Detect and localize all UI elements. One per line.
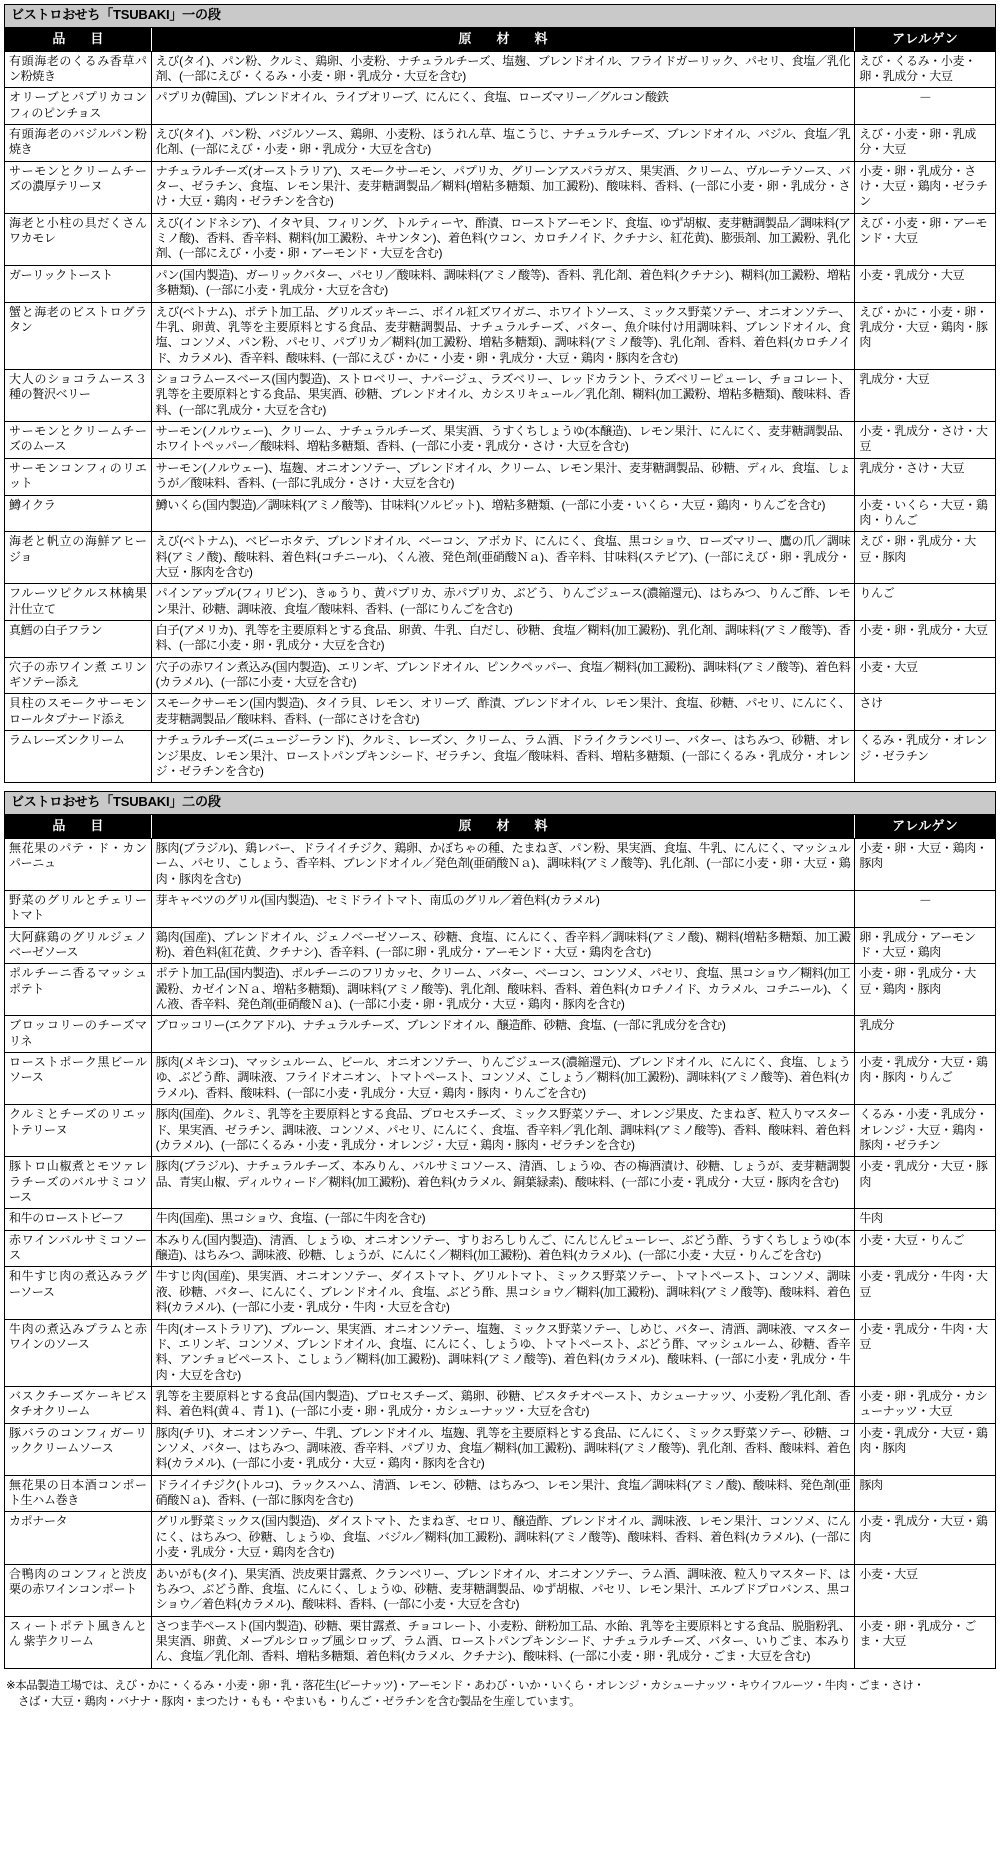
section-gap <box>4 783 996 791</box>
cell-allergen: 卵・乳成分・アーモンド・大豆・鶏肉 <box>855 927 995 964</box>
table-row <box>5 927 995 964</box>
table-row <box>5 964 995 1016</box>
ingredient-table-2 <box>5 815 995 1668</box>
table-row <box>5 265 995 302</box>
cell-ingredients: ドライイチジク(トルコ)、ラックスハム、清酒、レモン、砂糖、はちみつ、レモン果汁、食塩／調味料(アミノ酸)、酸味料、発色剤(亜硝酸Ｎａ)、香料、(一部に豚肉を含む) <box>151 1475 855 1512</box>
cell-ingredients: えび(ベトナム)、ポテト加工品、グリルズッキーニ、ボイル紅ズワイガニ、ホワイトソース、ミックス野菜ソテー、オニオンソテー、牛乳、卵黄、乳等を主要原料とする食品、麦芽糖調製品、ナチュラルチーズ、バター、魚介味付け用調味料、ブレンドオイル、食塩、コンソメ、パン粉、パセリ、パプリカ／糊料(加工澱粉、増粘多糖類)、調味料(アミノ酸等)、乳化剤、香料、着色料(カロチノイド、カラメル)、香辛料、酸味料、(一部にえび・かに・小麦・卵・乳成分・大豆・鶏肉・豚肉を含む) <box>151 302 855 369</box>
section-title-2: ビストロおせち「TSUBAKI」二の段 <box>5 792 995 815</box>
table-row <box>5 1016 995 1053</box>
cell-ingredients: サーモン(ノルウェー)、クリーム、ナチュラルチーズ、果実酒、うすくちしょうゆ(本醸造)、レモン果汁、にんにく、麦芽糖調製品、ホワイトペッパー／酸味料、増粘多糖類、香料、(一部に小麦・乳成分・さけ・大豆を含む) <box>151 422 855 459</box>
cell-item-name: バスクチーズケーキピスタチオクリーム <box>5 1386 151 1423</box>
table-row <box>5 88 995 125</box>
cell-ingredients: 本みりん(国内製造)、清酒、しょうゆ、オニオンソテー、すりおろしりんご、にんじんピューレー、ぶどう酢、うすくちしょうゆ(本醸造)、はちみつ、調味液、砂糖、しょうが、にんにく／糊料(加工澱粉)、着色料(カラメル)、(一部に小麦・大豆・りんごを含む) <box>151 1230 855 1267</box>
cell-ingredients: 豚肉(ブラジル)、鶏レバー、ドライイチジク、鶏卵、かぼちゃの種、たまねぎ、パン粉、果実酒、食塩、牛乳、にんにく、マッシュルーム、パセリ、こしょう、香辛料、ブレンドオイル／発色剤(亜硝酸Ｎａ)、調味料(アミノ酸等)、乳化剤、(一部に小麦・卵・大豆・鶏肉・豚肉を含む) <box>151 838 855 890</box>
cell-ingredients: さつま芋ペースト(国内製造)、砂糖、栗甘露煮、チョコレート、小麦粉、餅粉加工品、水飴、乳等を主要原料とする食品、脱脂粉乳、果実酒、卵黄、メープルシロップ風シロップ、ラム酒、ローストパンプキンシード、ナチュラルチーズ、バター、いりごま、本みりん、食塩／乳化剤、香料、増粘多糖類、着色料(カラメル、クチナシ)、酸味料、(一部に小麦・卵・乳成分・ごま・大豆を含む) <box>151 1616 855 1668</box>
cell-ingredients: パン(国内製造)、ガーリックバター、パセリ／酸味料、調味料(アミノ酸等)、香料、乳化剤、着色料(クチナシ)、糊料(加工澱粉、増粘多糖類)、(一部に小麦・乳成分・大豆を含む) <box>151 265 855 302</box>
cell-item-name: スィートポテト風きんとん 紫芋クリーム <box>5 1616 151 1668</box>
table-row <box>5 1267 995 1319</box>
cell-allergen: 小麦・卵・乳成分・ごま・大豆 <box>855 1616 995 1668</box>
manufacturing-facility-notice <box>4 1669 996 1715</box>
cell-ingredients: ショコラムースベース(国内製造)、ストロベリー、ナパージュ、ラズベリー、レッドカラント、ラズベリーピューレ、チョコレート、乳等を主要原料とする食品、果実酒、砂糖、ブレンドオイル、カシスリキュール／乳化剤、糊料(加工澱粉、増粘多糖類)、酸味料、香料、(一部に乳成分・大豆を含む) <box>151 370 855 422</box>
cell-allergen: 小麦・卵・乳成分・大豆 <box>855 621 995 658</box>
cell-item-name: サーモンとクリームチーズのムース <box>5 422 151 459</box>
cell-ingredients: グリル野菜ミックス(国内製造)、ダイストマト、たまねぎ、セロリ、醸造酢、ブレンドオイル、調味液、レモン果汁、コンソメ、にんにく、はちみつ、砂糖、しょうゆ、食塩、バジル／糊料(加工澱粉)、調味料(アミノ酸等)、酸味料、香料、着色料(カラメル)、(一部に小麦・乳成分・大豆・鶏肉を含む) <box>151 1512 855 1564</box>
table-row <box>5 1475 995 1512</box>
cell-allergen: 小麦・卵・乳成分・大豆・鶏肉・豚肉 <box>855 964 995 1016</box>
cell-item-name: ガーリックトースト <box>5 265 151 302</box>
cell-ingredients: えび(インドネシア)、イタヤ貝、フィリング、トルティーヤ、酢漬、ローストアーモンド、食塩、ゆず胡椒、麦芽糖調製品／調味料(アミノ酸)、香料、香辛料、糊料(加工澱粉、キサンタン)、着色料(ウコン、カロチノイド、クチナシ、紅花黄)、膨張剤、加工澱粉、乳化剤、(一部にえび・小麦・卵・アーモンド・大豆を含む) <box>151 213 855 265</box>
cell-item-name: フルーツピクルス林檎果汁仕立て <box>5 584 151 621</box>
cell-ingredients: 白子(アメリカ)、乳等を主要原料とする食品、卵黄、牛乳、白だし、砂糖、食塩／糊料(加工澱粉)、乳化剤、調味料(アミノ酸等)、香料、(一部に小麦・卵・乳成分・大豆を含む) <box>151 621 855 658</box>
cell-ingredients: 牛肉(オーストラリア)、プルーン、果実酒、オニオンソテー、塩麹、ミックス野菜ソテー、しめじ、バター、清酒、調味液、マスタード、エリンギ、コンソメ、ブレンドオイル、食塩、にんにく、しょうゆ、トマトペースト、ぶどう酢、マッシュルーム、砂糖、香辛料、アンチョビペースト、こしょう／糊料(加工澱粉)、調味料(アミノ酸等)、着色料(カラメル)、酸味料、(一部に小麦・乳成分・牛肉・大豆を含む) <box>151 1319 855 1386</box>
footnote-line-2: さば・大豆・鶏肉・バナナ・豚肉・まつたけ・もも・やまいも・りんご・ゼラチンを含む製品を生産しています。 <box>18 1696 581 1709</box>
cell-allergen: 豚肉 <box>855 1475 995 1512</box>
cell-ingredients: ポテト加工品(国内製造)、ポルチーニのフリカッセ、クリーム、バター、ベーコン、コンソメ、パセリ、食塩、黒コショウ／糊料(加工澱粉、カゼインＮａ、増粘多糖類)、調味料(アミノ酸等)、乳化剤、酸味料、香料、着色料(カロチノイド、カラメル、コチニール)、くん液、香辛料、発色剤(亜硝酸Ｎａ)、(一部に小麦・卵・乳成分・大豆・鶏肉・豚肉を含む) <box>151 964 855 1016</box>
table-row <box>5 694 995 731</box>
table-row <box>5 890 995 927</box>
table-row <box>5 838 995 890</box>
cell-item-name: カポナータ <box>5 1512 151 1564</box>
cell-item-name: サーモンとクリームチーズの濃厚テリーヌ <box>5 161 151 213</box>
table-row <box>5 124 995 161</box>
table-row <box>5 584 995 621</box>
cell-item-name: 真鱈の白子フラン <box>5 621 151 658</box>
cell-ingredients: ナチュラルチーズ(ニュージーランド)、クルミ、レーズン、クリーム、ラム酒、ドライクランベリー、バター、はちみつ、砂糖、オレンジ果皮、レモン果汁、ローストパンプキンシード、ゼラチン、食塩／酸味料、香料、増粘多糖類、(一部にくるみ・乳成分・オレンジ・ゼラチンを含む) <box>151 731 855 783</box>
table-row <box>5 731 995 783</box>
cell-allergen: りんご <box>855 584 995 621</box>
column-header-allergen: アレルゲン <box>855 815 995 838</box>
table-row <box>5 1209 995 1230</box>
table-body-1 <box>5 51 995 783</box>
table-row <box>5 657 995 694</box>
cell-item-name: 穴子の赤ワイン煮 エリンギソテー添え <box>5 657 151 694</box>
cell-ingredients: えび(タイ)、パン粉、クルミ、鶏卵、小麦粉、ナチュラルチーズ、塩麹、ブレンドオイル、フライドガーリック、パセリ、食塩／乳化剤、(一部にえび・くるみ・小麦・卵・乳成分・大豆を含む) <box>151 51 855 88</box>
cell-allergen: さけ <box>855 694 995 731</box>
table-row <box>5 621 995 658</box>
table-row <box>5 1386 995 1423</box>
cell-ingredients: えび(タイ)、パン粉、バジルソース、鶏卵、小麦粉、ほうれん草、塩こうじ、ナチュラルチーズ、ブレンドオイル、バジル、食塩／乳化剤、(一部にえび・小麦・卵・乳成分・大豆を含む) <box>151 124 855 161</box>
cell-item-name: 赤ワインバルサミコソース <box>5 1230 151 1267</box>
cell-ingredients: 豚肉(ブラジル)、ナチュラルチーズ、本みりん、バルサミコソース、清酒、しょうゆ、杏の梅酒漬け、砂糖、しょうが、麦芽糖調製品、青実山椒、ディルウィード／糊料(加工澱粉)、着色料(カラメル、銅葉緑素)、酸味料、(一部に小麦・乳成分・大豆・豚肉を含む) <box>151 1157 855 1209</box>
cell-ingredients: 乳等を主要原料とする食品(国内製造)、プロセスチーズ、鶏卵、砂糖、ピスタチオペースト、カシューナッツ、小麦粉／乳化剤、香料、着色料(黄４、青１)、(一部に小麦・卵・乳成分・カシューナッツ・大豆を含む) <box>151 1386 855 1423</box>
cell-allergen: － <box>855 890 995 927</box>
table-row <box>5 532 995 584</box>
column-header-ingredients: 原 材 料 <box>151 28 855 51</box>
table-row <box>5 1053 995 1105</box>
cell-ingredients: 豚肉(国産)、クルミ、乳等を主要原料とする食品、プロセスチーズ、ミックス野菜ソテー、オレンジ果皮、たまねぎ、粒入りマスタード、果実酒、ゼラチン、調味液、コンソメ、パセリ、にんにく、食塩、香辛料／乳化剤、調味料(アミノ酸等)、香料、酸味料、着色料(カラメル)、(一部にくるみ・小麦・乳成分・オレンジ・大豆・鶏肉・豚肉・ゼラチンを含む) <box>151 1105 855 1157</box>
cell-allergen: 小麦・乳成分・大豆 <box>855 265 995 302</box>
cell-item-name: 大人のショコラムース３種の贅沢ベリー <box>5 370 151 422</box>
column-header-item: 品 目 <box>5 815 151 838</box>
cell-item-name: 和牛のローストビーフ <box>5 1209 151 1230</box>
cell-item-name: オリーブとパプリカコンフィのピンチョス <box>5 88 151 125</box>
cell-allergen: 小麦・いくら・大豆・鶏肉・りんご <box>855 495 995 532</box>
cell-allergen: くるみ・乳成分・オレンジ・ゼラチン <box>855 731 995 783</box>
table-row <box>5 213 995 265</box>
table-row <box>5 370 995 422</box>
cell-ingredients: 芽キャベツのグリル(国内製造)、セミドライトマト、南瓜のグリル／着色料(カラメル) <box>151 890 855 927</box>
cell-item-name: ラムレーズンクリーム <box>5 731 151 783</box>
table-row <box>5 302 995 369</box>
cell-item-name: 有頭海老のバジルパン粉焼き <box>5 124 151 161</box>
table-row <box>5 1564 995 1616</box>
column-header-allergen: アレルゲン <box>855 28 995 51</box>
cell-item-name: ローストポーク黒ビールソース <box>5 1053 151 1105</box>
cell-allergen: 小麦・乳成分・大豆・豚肉 <box>855 1157 995 1209</box>
cell-allergen: － <box>855 88 995 125</box>
table-row <box>5 1105 995 1157</box>
column-header-item: 品 目 <box>5 28 151 51</box>
cell-allergen: えび・くるみ・小麦・卵・乳成分・大豆 <box>855 51 995 88</box>
cell-item-name: 鱒イクラ <box>5 495 151 532</box>
cell-item-name: 牛肉の煮込みプラムと赤ワインのソース <box>5 1319 151 1386</box>
column-header-ingredients: 原 材 料 <box>151 815 855 838</box>
cell-item-name: 和牛すじ肉の煮込みラグーソース <box>5 1267 151 1319</box>
table-row <box>5 51 995 88</box>
cell-ingredients: 豚肉(メキシコ)、マッシュルーム、ビール、オニオンソテー、りんごジュース(濃縮還元)、ブレンドオイル、にんにく、食塩、しょうゆ、ぶどう酢、調味液、フライドオニオン、トマトペースト、コンソメ、こしょう／糊料(加工澱粉)、調味料(アミノ酸等)、着色料(カラメル)、香料、酸味料、(一部に小麦・乳成分・大豆・鶏肉・豚肉・りんごを含む) <box>151 1053 855 1105</box>
cell-item-name: 野菜のグリルとチェリートマト <box>5 890 151 927</box>
cell-allergen: えび・卵・乳成分・大豆・豚肉 <box>855 532 995 584</box>
cell-ingredients: パプリカ(韓国)、ブレンドオイル、ライプオリーブ、にんにく、食塩、ローズマリー／グルコン酸鉄 <box>151 88 855 125</box>
ingredient-table-1 <box>5 28 995 783</box>
cell-allergen: 小麦・大豆 <box>855 1564 995 1616</box>
cell-allergen: 小麦・乳成分・牛肉・大豆 <box>855 1319 995 1386</box>
cell-allergen: 小麦・大豆・りんご <box>855 1230 995 1267</box>
cell-allergen: 乳成分 <box>855 1016 995 1053</box>
cell-item-name: 無花果のパテ・ド・カンパーニュ <box>5 838 151 890</box>
table-header-row <box>5 28 995 51</box>
cell-allergen: 小麦・乳成分・大豆・鶏肉・豚肉 <box>855 1423 995 1475</box>
cell-ingredients: えび(ベトナム)、ベビーホタテ、ブレンドオイル、ベーコン、アボカド、にんにく、食塩、黒コショウ、ローズマリー、鷹の爪／調味料(アミノ酸)、酸味料、着色料(コチニール)、くん液、発色剤(亜硝酸Ｎａ)、香辛料、甘味料(ステビア)、(一部にえび・卵・乳成分・大豆・豚肉を含む) <box>151 532 855 584</box>
cell-allergen: 小麦・卵・乳成分・カシューナッツ・大豆 <box>855 1386 995 1423</box>
cell-allergen: えび・かに・小麦・卵・乳成分・大豆・鶏肉・豚肉 <box>855 302 995 369</box>
cell-allergen: 乳成分・大豆 <box>855 370 995 422</box>
cell-allergen: 小麦・乳成分・大豆・鶏肉 <box>855 1512 995 1564</box>
cell-item-name: 有頭海老のくるみ香草パン粉焼き <box>5 51 151 88</box>
cell-item-name: 無花果の日本酒コンポート生ハム巻き <box>5 1475 151 1512</box>
cell-item-name: 豚トロ山椒煮とモツァレラチーズのバルサミコソース <box>5 1157 151 1209</box>
cell-allergen: えび・小麦・卵・乳成分・大豆 <box>855 124 995 161</box>
footnote-line-1: ※本品製造工場では、えび・かに・くるみ・小麦・卵・乳・落花生(ピーナッツ)・アーモンド・あわび・いか・いくら・オレンジ・カシューナッツ・キウイフルーツ・牛肉・ごま・さけ・ <box>6 1679 925 1692</box>
cell-allergen: 小麦・乳成分・さけ・大豆 <box>855 422 995 459</box>
table-row <box>5 1616 995 1668</box>
cell-item-name: サーモンコンフィのリエット <box>5 458 151 495</box>
cell-allergen: 小麦・乳成分・大豆・鶏肉・豚肉・りんご <box>855 1053 995 1105</box>
cell-ingredients: ナチュラルチーズ(オーストラリア)、スモークサーモン、パプリカ、グリーンアスパラガス、果実酒、クリーム、ヴルーテソース、バター、ゼラチン、食塩、レモン果汁、麦芽糖調製品／糊料(増粘多糖類、加工澱粉)、酸味料、香料、(一部に小麦・卵・乳成分・さけ・大豆・鶏肉・ゼラチンを含む) <box>151 161 855 213</box>
table-row <box>5 1157 995 1209</box>
section-block-2 <box>4 791 996 1668</box>
section-block-1 <box>4 4 996 783</box>
cell-item-name: 貝柱のスモークサーモンロールタプナード添え <box>5 694 151 731</box>
cell-item-name: ブロッコリーのチーズマリネ <box>5 1016 151 1053</box>
table-header-row <box>5 815 995 838</box>
cell-ingredients: あいがも(タイ)、果実酒、渋皮栗甘露煮、クランベリー、ブレンドオイル、オニオンソテー、ラム酒、調味液、粒入りマスタード、はちみつ、ぶどう酢、食塩、にんにく、しょうゆ、砂糖、麦芽糖調製品、ゆず胡椒、パセリ、レモン果汁、エルブドプロバンス、黒コショウ／着色料(カラメル)、酸味料、香料、(一部に小麦・大豆を含む) <box>151 1564 855 1616</box>
cell-item-name: 合鴨肉のコンフィと渋皮栗の赤ワインコンポート <box>5 1564 151 1616</box>
section-title-1: ビストロおせち「TSUBAKI」一の段 <box>5 5 995 28</box>
table-row <box>5 161 995 213</box>
cell-allergen: 乳成分・さけ・大豆 <box>855 458 995 495</box>
cell-allergen: 牛肉 <box>855 1209 995 1230</box>
cell-ingredients: 穴子の赤ワイン煮込み(国内製造)、エリンギ、ブレンドオイル、ピンクペッパー、食塩／糊料(加工澱粉)、調味料(アミノ酸等)、着色料(カラメル)、(一部に小麦・大豆を含む) <box>151 657 855 694</box>
table-row <box>5 422 995 459</box>
cell-ingredients: スモークサーモン(国内製造)、タイラ貝、レモン、オリーブ、酢漬、ブレンドオイル、レモン果汁、食塩、砂糖、パセリ、にんにく、麦芽糖調製品／酸味料、香料、(一部にさけを含む) <box>151 694 855 731</box>
cell-item-name: 豚バラのコンフィガーリッククリームソース <box>5 1423 151 1475</box>
table-row <box>5 1423 995 1475</box>
cell-ingredients: 牛すじ肉(国産)、果実酒、オニオンソテー、ダイストマト、グリルトマト、ミックス野菜ソテー、トマトペースト、コンソメ、調味液、砂糖、バター、にんにく、ブレンドオイル、食塩、ぶどう酢、黒コショウ／糊料(加工澱粉)、調味料(アミノ酸等)、酸味料、着色料(カラメル)、(一部に小麦・乳成分・牛肉・大豆を含む) <box>151 1267 855 1319</box>
cell-allergen: 小麦・大豆 <box>855 657 995 694</box>
cell-item-name: 海老と小柱の具だくさんワカモレ <box>5 213 151 265</box>
cell-allergen: 小麦・卵・乳成分・さけ・大豆・鶏肉・ゼラチン <box>855 161 995 213</box>
cell-ingredients: 牛肉(国産)、黒コショウ、食塩、(一部に牛肉を含む) <box>151 1209 855 1230</box>
cell-allergen: えび・小麦・卵・アーモンド・大豆 <box>855 213 995 265</box>
cell-item-name: 海老と帆立の海鮮アヒージョ <box>5 532 151 584</box>
table-row <box>5 495 995 532</box>
table-row <box>5 1512 995 1564</box>
cell-item-name: クルミとチーズのリエットテリーヌ <box>5 1105 151 1157</box>
cell-allergen: 小麦・卵・大豆・鶏肉・豚肉 <box>855 838 995 890</box>
table-row <box>5 458 995 495</box>
cell-ingredients: 鱒いくら(国内製造)／調味料(アミノ酸等)、甘味料(ソルビット)、増粘多糖類、(一部に小麦・いくら・大豆・鶏肉・りんごを含む) <box>151 495 855 532</box>
table-row <box>5 1319 995 1386</box>
table-body-2 <box>5 838 995 1668</box>
cell-allergen: 小麦・乳成分・牛肉・大豆 <box>855 1267 995 1319</box>
cell-item-name: 蟹と海老のビストログラタン <box>5 302 151 369</box>
cell-ingredients: ブロッコリー(エクアドル)、ナチュラルチーズ、ブレンドオイル、醸造酢、砂糖、食塩、(一部に乳成分を含む) <box>151 1016 855 1053</box>
cell-allergen: くるみ・小麦・乳成分・オレンジ・大豆・鶏肉・豚肉・ゼラチン <box>855 1105 995 1157</box>
cell-item-name: ポルチーニ香るマッシュポテト <box>5 964 151 1016</box>
table-row <box>5 1230 995 1267</box>
cell-item-name: 大阿蘇鶏のグリルジェノベーゼソース <box>5 927 151 964</box>
cell-ingredients: サーモン(ノルウェー)、塩麹、オニオンソテー、ブレンドオイル、クリーム、レモン果汁、麦芽糖調製品、砂糖、ディル、食塩、しょうが／酸味料、香料、(一部に乳成分・さけ・大豆を含む) <box>151 458 855 495</box>
cell-ingredients: パインアップル(フィリピン)、きゅうり、黄パプリカ、赤パプリカ、ぶどう、りんごジュース(濃縮還元)、はちみつ、りんご酢、レモン果汁、砂糖、調味液、食塩／酸味料、香料、(一部にりんごを含む) <box>151 584 855 621</box>
cell-ingredients: 鶏肉(国産)、ブレンドオイル、ジェノベーゼソース、砂糖、食塩、にんにく、香辛料／調味料(アミノ酸)、糊料(増粘多糖類、加工澱粉)、着色料(紅花黄、クチナシ)、香辛料、(一部に卵・乳成分・アーモンド・大豆・鶏肉を含む) <box>151 927 855 964</box>
cell-ingredients: 豚肉(チリ)、オニオンソテー、牛乳、ブレンドオイル、塩麹、乳等を主要原料とする食品、にんにく、ミックス野菜ソテー、砂糖、コンソメ、バター、はちみつ、調味液、香辛料、パプリカ、食塩／糊料(加工澱粉)、調味料(アミノ酸等)、乳化剤、香料、酸味料、着色料(カラメル)、(一部に小麦・乳成分・大豆・鶏肉・豚肉を含む) <box>151 1423 855 1475</box>
